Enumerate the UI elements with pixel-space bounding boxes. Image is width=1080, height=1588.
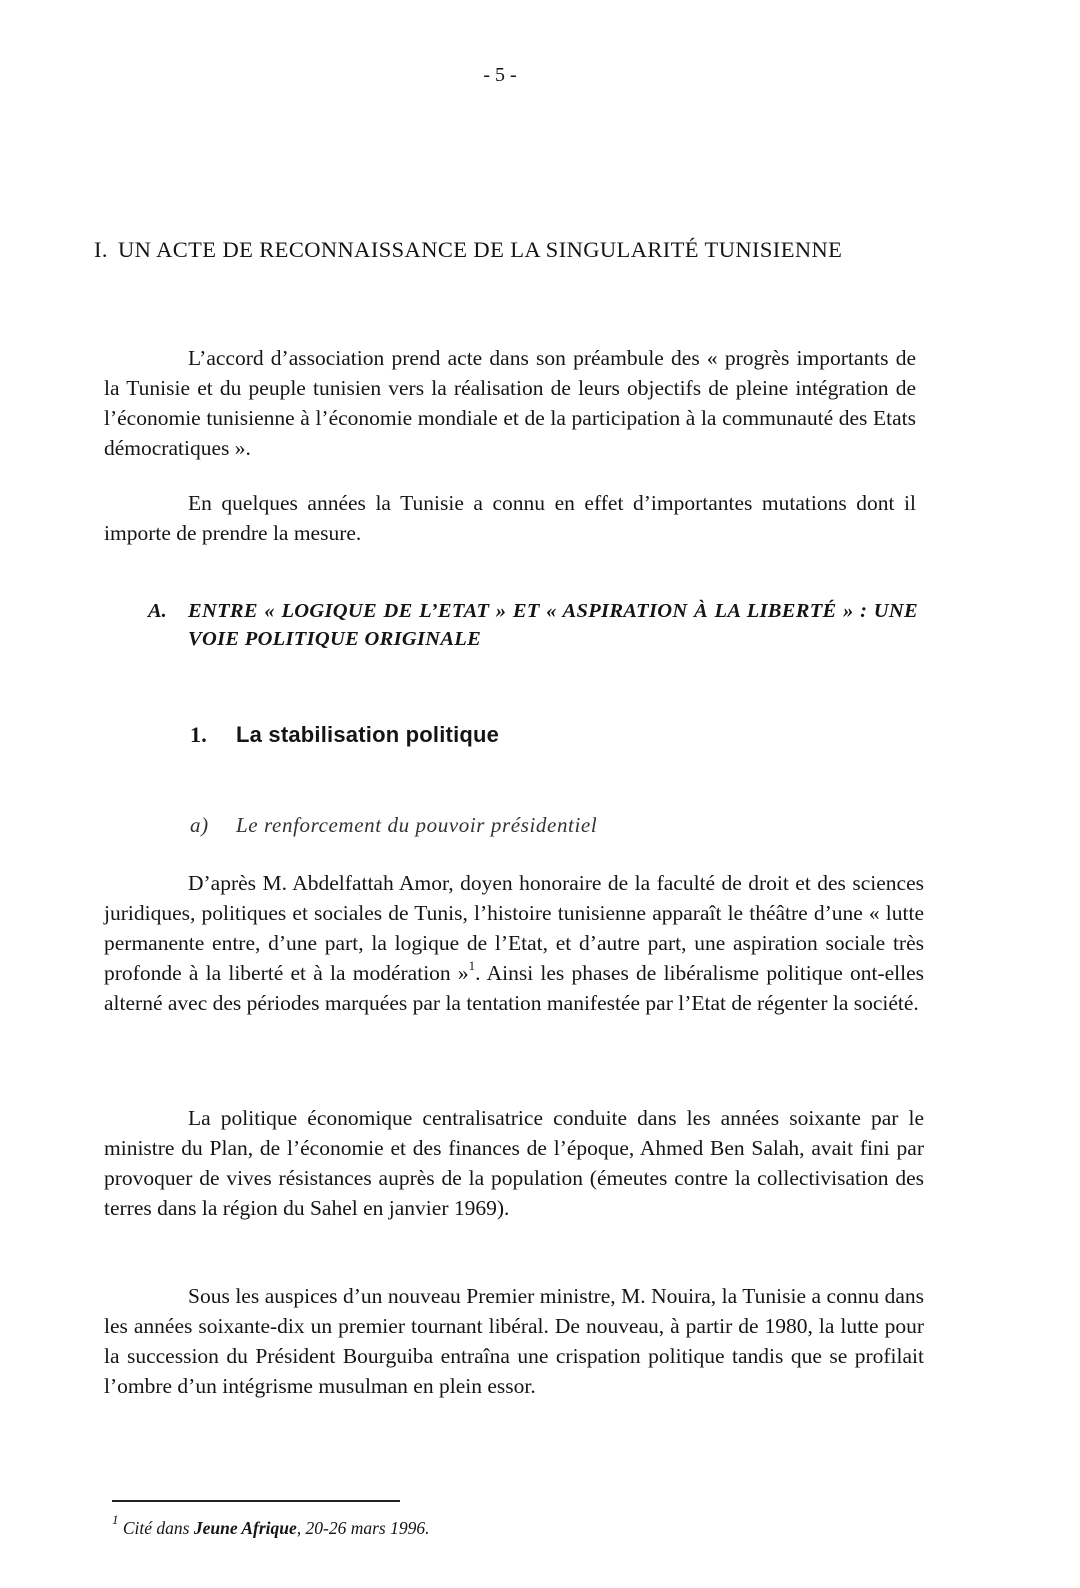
subsection-number: A. (148, 600, 167, 622)
footnote (112, 1512, 430, 1539)
subsubsection-title: La stabilisation politique (236, 722, 500, 747)
subsection-title: ENTRE « LOGIQUE DE L’ETAT » ET « ASPIRATION À LA LIBERTÉ » : UNE VOIE POLITIQUE ORIGINALE (188, 600, 918, 650)
footnote-divider (112, 1500, 400, 1502)
subsubsection-number: 1. (190, 722, 207, 747)
intro-paragraph-1: L’accord d’association prend acte dans son préambule des « progrès importants de la Tunisie et du peuple tunisien vers la réalisation de leurs objectifs de pleine intégration de l’économie tunisienne à l’économie mondiale et de la participation à la communauté des Etats démocratiques ». (104, 346, 916, 460)
point-number: a) (190, 813, 209, 837)
history-paragraph-2: Sous les auspices d’un nouveau Premier ministre, M. Nouira, la Tunisie a connu dans les années soixante-dix un premier tournant libéral. De nouveau, à partir de 1980, la lutte pour la succession du Président Bourguiba entraîna une crispation politique tandis que se profilait l’ombre d’un intégrisme musulman en plein essor. (104, 1284, 924, 1398)
amor-text-before-note: D’après M. Abdelfattah Amor, doyen honoraire de la faculté de droit et des sciences juridiques, politiques et sociales de Tunis, l’histoire tunisienne apparaît le théâtre d’une « lutte permanente entre, d’une part, la logique de l’Etat, et d’autre part, une aspiration sociale très profonde à la liberté et à la modération » (104, 871, 924, 985)
page-number: - 5 - (483, 64, 517, 86)
point-title: Le renforcement du pouvoir présidentiel (236, 813, 598, 837)
point-heading (190, 813, 597, 838)
section-heading (94, 235, 916, 265)
amor-paragraph (104, 868, 924, 1018)
section-number: I. (94, 237, 108, 262)
subsubsection-heading (190, 722, 499, 748)
intro-paragraph-2: En quelques années la Tunisie a connu en effet d’importantes mutations dont il importe de prendre la mesure. (104, 491, 916, 545)
footnote-source: Jeune Afrique (193, 1518, 297, 1538)
footnote-reference: 1 (468, 958, 476, 973)
subsection-heading (148, 597, 918, 653)
amor-text-after-note: . Ainsi les phases de libéralisme politique ont-elles alterné avec des périodes marquées par la tentation manifestée par l’Etat de régenter la société. (104, 961, 925, 1015)
footnote-suffix: , 20-26 mars 1996. (296, 1518, 430, 1538)
history-paragraph-1: La politique économique centralisatrice conduite dans les années soixante par le ministre du Plan, de l’économie et des finances de l’époque, Ahmed Ben Salah, avait fini par provoquer de vives résistances auprès de la population (émeutes contre la collectivisation des terres dans la région du Sahel en janvier 1969). (104, 1106, 924, 1220)
footnote-prefix: Cité dans (122, 1518, 194, 1538)
footnote-number: 1 (112, 1512, 119, 1527)
section-title: UN ACTE DE RECONNAISSANCE DE LA SINGULARITÉ TUNISIENNE (118, 237, 843, 262)
